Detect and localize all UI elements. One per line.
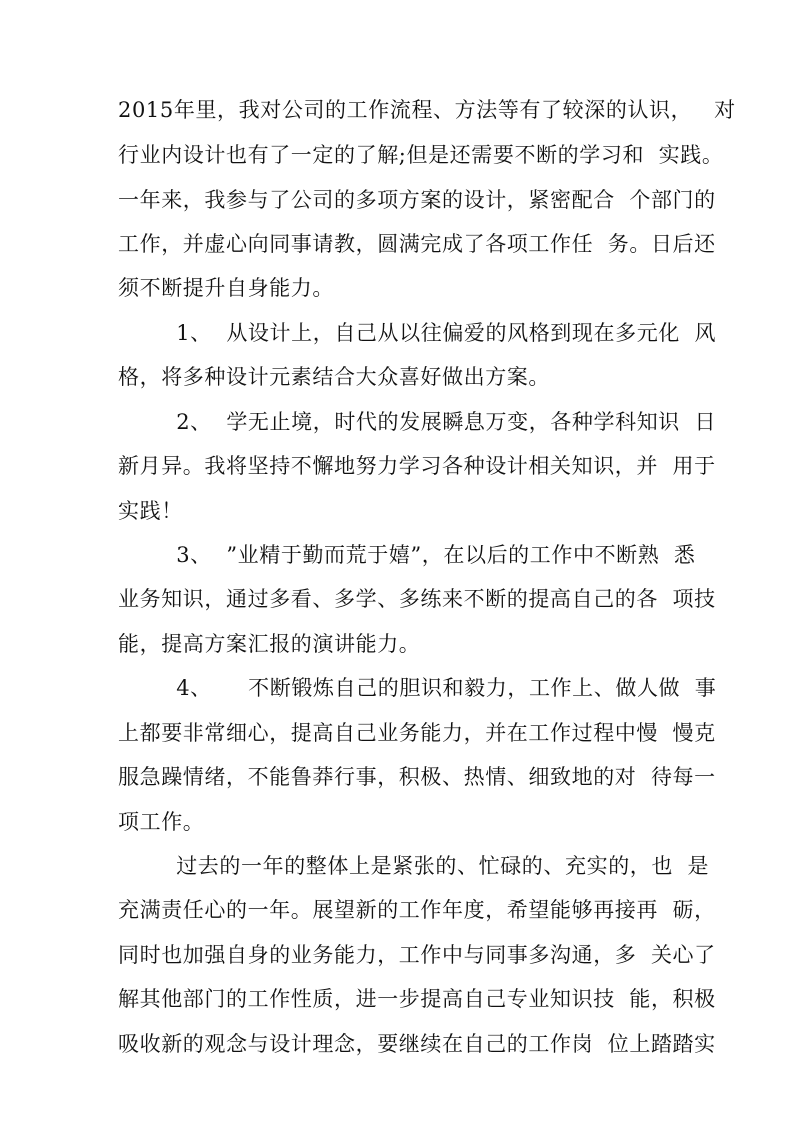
text-line: 实践！ (118, 499, 183, 523)
text-line: 新月异。我将坚持不懈地努力学习各种设计相关知识，并 用于 (118, 454, 716, 478)
text-line: 服急躁情绪，不能鲁莽行事，积极、热情、细致地的对 待每一 (118, 765, 716, 789)
text-line: 业务知识，通过多看、多学、多练来不断的提高自己的各 项技 (118, 587, 716, 611)
text-line: 行业内设计也有了一定的了解;但是还需要不断的学习和 实践。 (118, 143, 724, 167)
text-line: 4、 不断锻炼自己的胆识和毅力，工作上、做人做 事 (118, 676, 717, 700)
text-line: 充满责任心的一年。展望新的工作年度，希望能够再接再 砺， (118, 898, 716, 922)
text-line: 1、 从设计上，自己从以往偏爱的风格到现在多元化 风 (118, 321, 717, 345)
text-line: 须不断提升自身能力。 (118, 276, 334, 300)
text-line: 格，将多种设计元素结合大众喜好做出方案。 (118, 365, 550, 389)
text-line: 2、 学无止境，时代的发展瞬息万变，各种学科知识 日 (118, 410, 717, 434)
text-line: 吸收新的观念与设计理念，要继续在自己的工作岗 位上踏踏实 (118, 1032, 716, 1056)
text-line: 项工作。 (118, 810, 205, 834)
text-line: 3、 ”业精于勤而荒于嬉”，在以后的工作中不断熟 悉 (118, 543, 696, 567)
text-line: 一年来，我参与了公司的多项方案的设计，紧密配合 个部门的 (118, 188, 716, 212)
text-line: 2015年里，我对公司的工作流程、方法等有了较深的认识， 对 (118, 98, 736, 122)
text-line: 过去的一年的整体上是紧张的、忙碌的、充实的，也 是 (118, 854, 710, 878)
text-line: 同时也加强自身的业务能力，工作中与同事多沟通，多 关心了 (118, 943, 716, 967)
text-line: 解其他部门的工作性质，进一步提高自己专业知识技 能，积极 (118, 987, 716, 1011)
text-line: 工作，并虚心向同事请教，圆满完成了各项工作任 务。日后还 (118, 232, 716, 256)
text-line: 上都要非常细心，提高自己业务能力，并在工作过程中慢 慢克 (118, 721, 716, 745)
text-line: 能，提高方案汇报的演讲能力。 (118, 632, 421, 656)
